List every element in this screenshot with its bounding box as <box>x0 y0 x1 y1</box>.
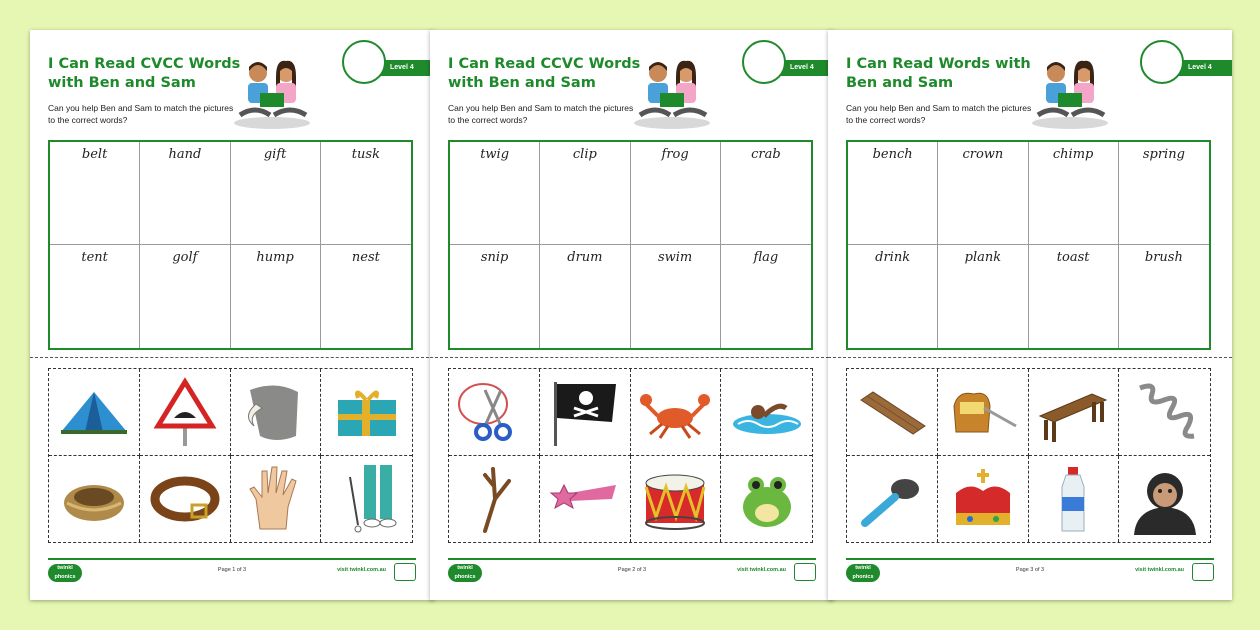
pirate-flag-icon <box>546 376 624 448</box>
instruction-text: Can you help Ben and Sam to match the pictures to the correct words? <box>448 103 634 125</box>
word-cell[interactable]: plank <box>938 245 1028 348</box>
level-badge-icon <box>1140 40 1184 84</box>
page-number: Page 2 of 3 <box>617 567 647 573</box>
picture-card[interactable] <box>1119 369 1210 456</box>
crab-icon <box>636 376 714 448</box>
page-footer <box>448 558 816 582</box>
word-cell[interactable]: hand <box>140 142 230 245</box>
crown-icon <box>944 463 1022 535</box>
swim-icon <box>728 376 806 448</box>
cut-line <box>828 357 1232 358</box>
word-cell[interactable]: crab <box>721 142 811 245</box>
word-cell[interactable]: belt <box>50 142 140 245</box>
word-cell[interactable]: golf <box>140 245 230 348</box>
twinkl-phonics-logo: twinkl phonics <box>448 564 482 582</box>
level-indicator <box>1140 40 1232 88</box>
brush-icon <box>853 463 931 535</box>
word-cell[interactable]: nest <box>351 250 380 265</box>
cut-line <box>430 357 834 358</box>
ben-and-sam-reading-illustration <box>230 55 315 130</box>
level-badge-icon <box>742 40 786 84</box>
page-title: I Can Read CCVC Words with Ben and Sam <box>448 56 641 91</box>
visit-link[interactable]: visit twinkl.com.au <box>737 567 786 573</box>
cut-line <box>30 357 434 358</box>
level-indicator <box>742 40 834 88</box>
hump-sign-icon <box>146 376 224 448</box>
word-cell[interactable]: chimp <box>1029 142 1119 245</box>
twinkl-phonics-logo: twinkl phonics <box>846 564 880 582</box>
picture-card[interactable] <box>540 369 631 456</box>
word-grid <box>48 140 413 350</box>
picture-card[interactable] <box>631 456 722 543</box>
quality-mark-icon <box>394 563 416 581</box>
worksheet-page-3 <box>828 30 1232 600</box>
gift-icon <box>328 376 406 448</box>
picture-card[interactable] <box>449 369 540 456</box>
bench-icon <box>1034 376 1112 448</box>
word-cell[interactable]: swim <box>631 245 721 348</box>
twinkl-phonics-logo: twinkl phonics <box>48 564 82 582</box>
word-cell[interactable]: drink <box>848 245 938 348</box>
picture-card[interactable] <box>231 456 322 543</box>
instruction-text: Can you help Ben and Sam to match the pictures to the correct words? <box>48 103 234 125</box>
chimp-icon <box>1126 463 1204 535</box>
water-bottle-drink-icon <box>1034 463 1112 535</box>
picture-card[interactable] <box>1119 456 1210 543</box>
hand-icon <box>236 463 314 535</box>
level-label: Level 4 <box>374 60 434 76</box>
picture-card[interactable] <box>721 369 812 456</box>
tent-icon <box>55 376 133 448</box>
plank-icon <box>853 376 931 448</box>
word-cell[interactable]: clip <box>540 142 630 245</box>
picture-card[interactable] <box>540 456 631 543</box>
word-cell[interactable]: brush <box>1144 250 1183 265</box>
word-cell[interactable]: flag <box>753 250 779 265</box>
picture-card[interactable] <box>721 456 812 543</box>
word-cell[interactable]: twig <box>450 142 540 245</box>
tusk-icon <box>236 376 314 448</box>
level-label: Level 4 <box>774 60 834 76</box>
visit-link[interactable]: visit twinkl.com.au <box>337 567 386 573</box>
word-cell[interactable]: bench <box>848 142 938 245</box>
spring-icon <box>1126 376 1204 448</box>
word-cell[interactable]: crown <box>938 142 1028 245</box>
page-title: I Can Read CVCC Words with Ben and Sam <box>48 56 241 91</box>
word-cell[interactable]: hump <box>231 245 321 348</box>
word-cell[interactable]: toast <box>1029 245 1119 348</box>
instruction-text: Can you help Ben and Sam to match the pictures to the correct words? <box>846 103 1032 125</box>
word-cell[interactable]: gift <box>231 142 321 245</box>
word-cell[interactable]: tent <box>50 245 140 348</box>
page-number: Page 3 of 3 <box>1015 567 1045 573</box>
toast-icon <box>944 376 1022 448</box>
belt-icon <box>146 463 224 535</box>
picture-cards <box>48 368 413 543</box>
word-cell[interactable]: spring <box>1119 142 1209 245</box>
page-footer <box>846 558 1214 582</box>
picture-cards <box>846 368 1211 543</box>
page-footer <box>48 558 416 582</box>
word-grid <box>448 140 813 350</box>
golf-icon <box>328 463 406 535</box>
visit-link[interactable]: visit twinkl.com.au <box>1135 567 1184 573</box>
picture-card[interactable] <box>140 456 231 543</box>
picture-card[interactable] <box>321 456 412 543</box>
page-title: I Can Read Words with Ben and Sam <box>846 56 1031 91</box>
level-badge-icon <box>342 40 386 84</box>
level-label: Level 4 <box>1172 60 1232 76</box>
twig-icon <box>455 463 533 535</box>
word-grid <box>846 140 1211 350</box>
worksheet-page-2 <box>430 30 834 600</box>
picture-card[interactable] <box>847 369 938 456</box>
picture-card[interactable] <box>847 456 938 543</box>
hair-clip-icon <box>546 463 624 535</box>
word-cell[interactable]: frog <box>631 142 721 245</box>
picture-card[interactable] <box>1029 456 1120 543</box>
frog-icon <box>728 463 806 535</box>
picture-card[interactable] <box>140 369 231 456</box>
nest-icon <box>55 463 133 535</box>
drum-icon <box>636 463 714 535</box>
quality-mark-icon <box>1192 563 1214 581</box>
picture-card[interactable] <box>1029 369 1120 456</box>
picture-card[interactable] <box>49 456 140 543</box>
word-cell[interactable]: drum <box>540 245 630 348</box>
picture-card[interactable] <box>321 369 412 456</box>
level-indicator <box>342 40 434 88</box>
ben-and-sam-reading-illustration <box>630 55 715 130</box>
ben-and-sam-reading-illustration <box>1028 55 1113 130</box>
picture-card[interactable] <box>938 369 1029 456</box>
picture-card[interactable] <box>231 369 322 456</box>
page-number: Page 1 of 3 <box>217 567 247 573</box>
word-cell[interactable]: snip <box>450 245 540 348</box>
picture-card[interactable] <box>449 456 540 543</box>
picture-card[interactable] <box>631 369 722 456</box>
scissors-snip-icon <box>455 376 533 448</box>
picture-card[interactable] <box>938 456 1029 543</box>
picture-cards <box>448 368 813 543</box>
picture-card[interactable] <box>49 369 140 456</box>
quality-mark-icon <box>794 563 816 581</box>
word-cell[interactable]: tusk <box>321 142 411 245</box>
worksheet-page-1 <box>30 30 434 600</box>
